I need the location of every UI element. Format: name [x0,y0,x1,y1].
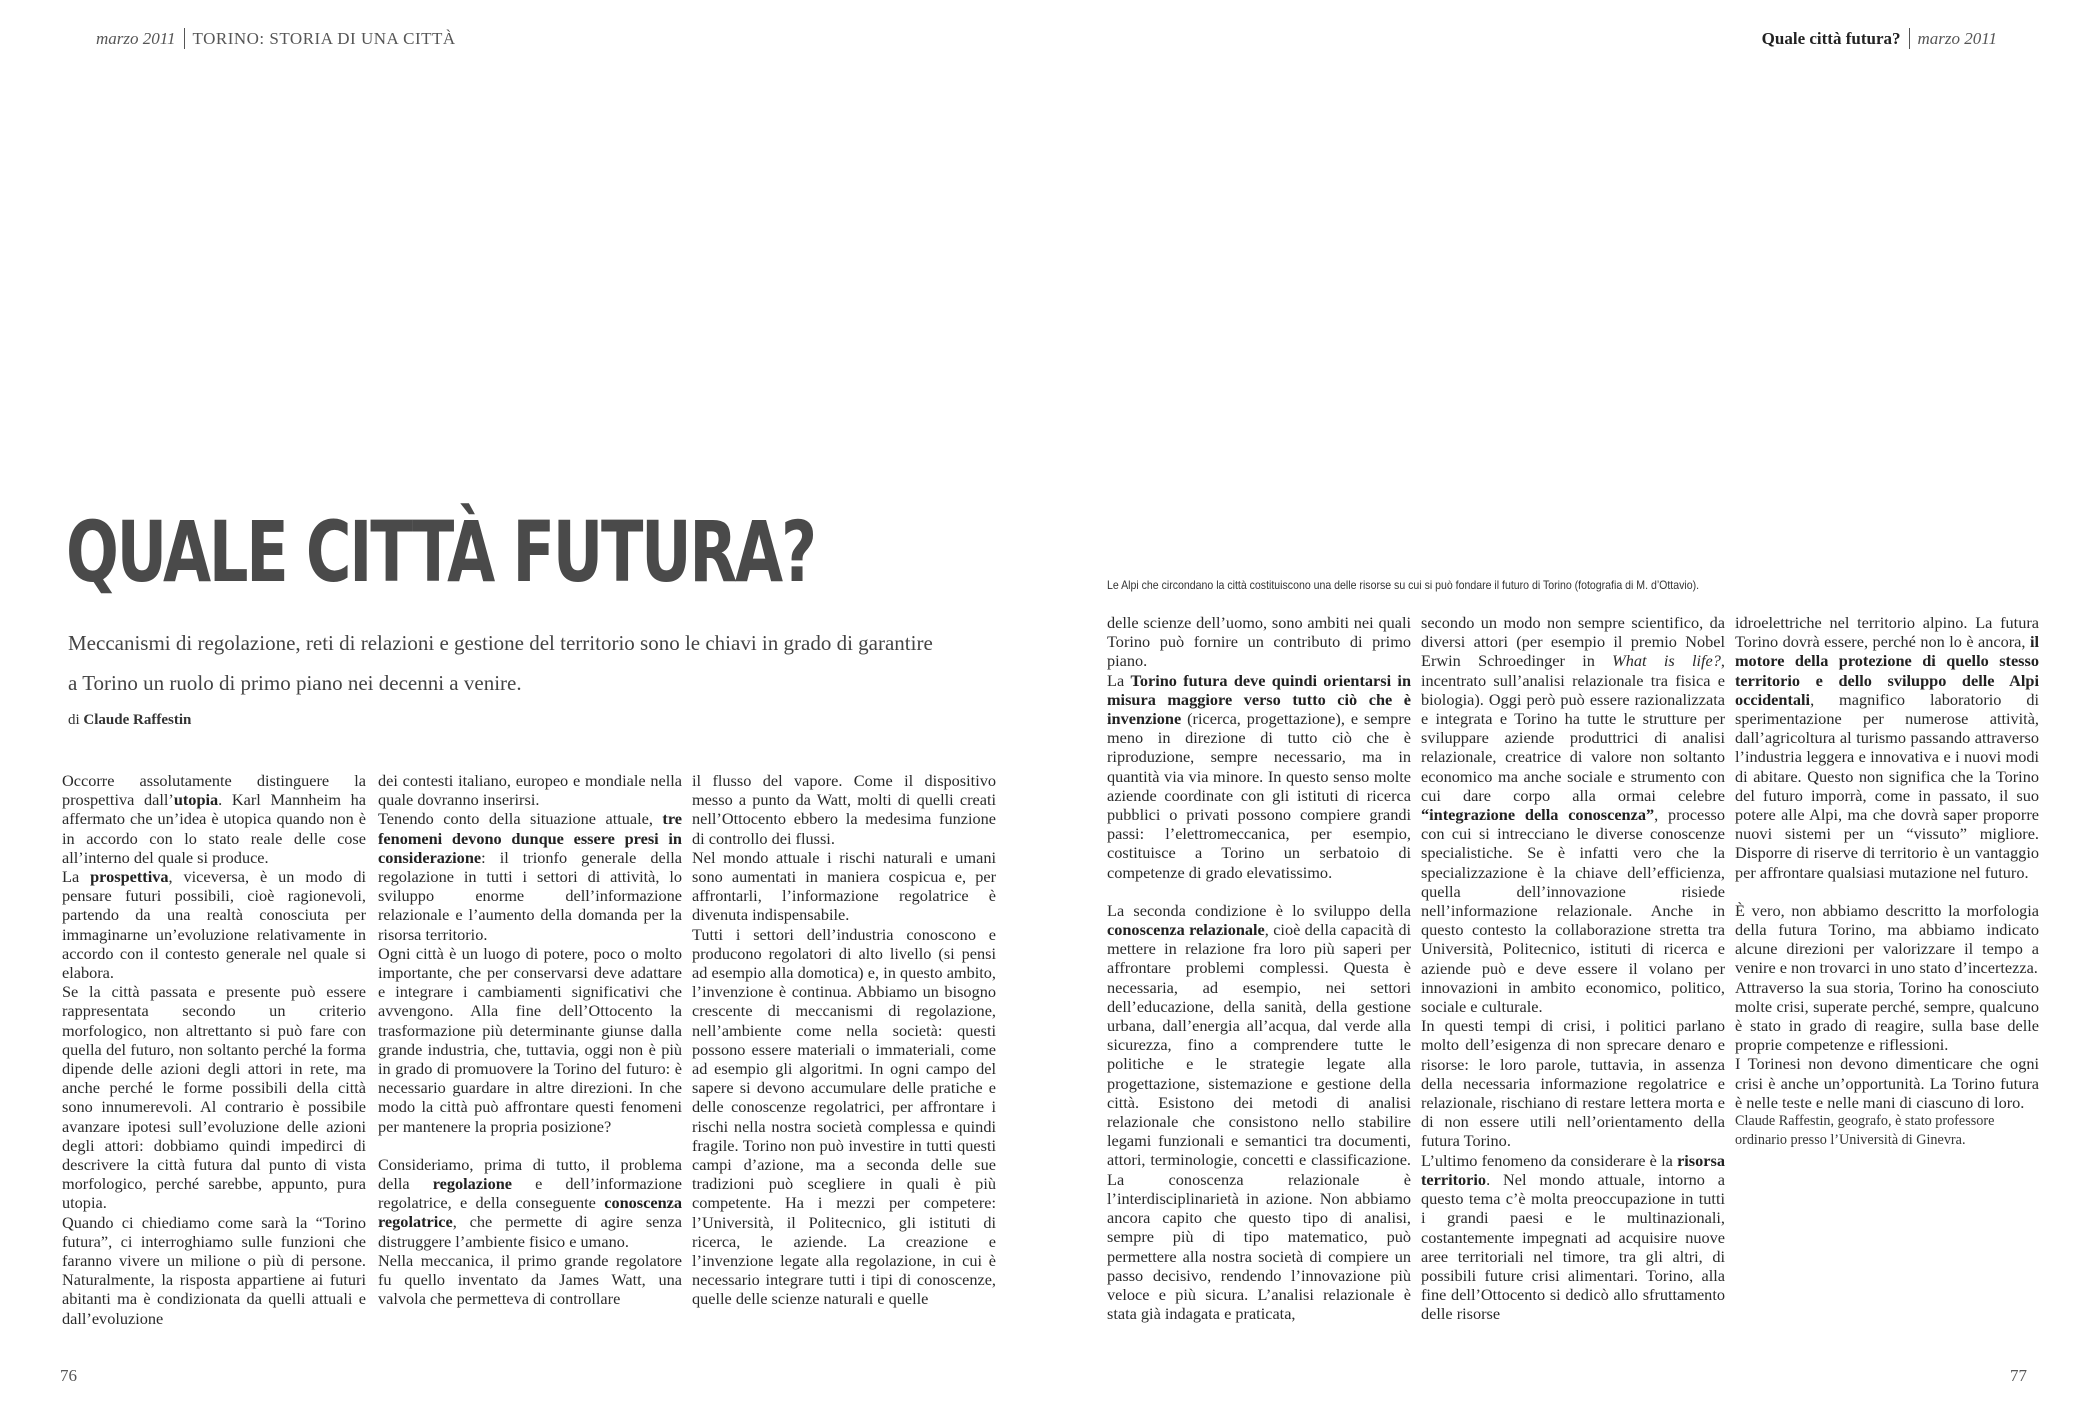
running-head-date: marzo 2011 [96,29,176,48]
running-head-divider [184,28,185,49]
paragraph: secondo un modo non sempre scientifico, da diversi attori (per esempio il premio Nobel Erwin Schroedinger in What is life?, incentrato sull’analisi relazionale tra fisica e biologia). Oggi però può essere razionalizzata e integrata e Torino ha tutte le strutture per sviluppare aziende produttrici di analisi relazionale, creatrice di valore non soltanto economico ma anche sociale e strumento con cui dare corpo alla ormai celebre “integrazione della conoscenza”, processo con cui si intrecciano le diverse conoscenze specialistiche. Se è infatti vero che la specializzazione è la chiave dell’efficienza, quella dell’innovazione risiede nell’informazione relazionale. Anche in questo contesto la collaborazione stretta tra Università, Politecnico, istituti di ricerca e aziende può e deve essere il volano per innovazioni in ambito economico, politico, sociale e culturale. [1421,613,1726,1017]
standfirst-line-2: a Torino un ruolo di primo piano nei decenni a venire. [68,671,522,695]
text-column-3 [692,771,996,1309]
paragraph: Attraverso la sua storia, Torino ha conosciuto molte crisi, superate perché, sempre, qualcuno è stato in grado di reagire, sulla base delle proprie competenze e riflessioni. [1735,977,2039,1055]
text-column-1 [62,771,366,1328]
paragraph: È vero, non abbiamo descritto la morfologia della futura Torino, ma abbiamo indicato alcune direzioni per valorizzare il tempo a venire e non trovarci in uno stato d’incertezza. [1735,900,2039,978]
article-title: QUALE CITTÀ FUTURA? [66,503,815,601]
paragraph: Tutti i settori dell’industria conoscono e producono regolatori di alto livello (si pensi ad esempio alla domotica) e, in questo ambito, l’invenzione è continua. Abbiamo un bisogno crescente di meccanismi di regolazione, nell’ambiente come nella società: questi possono essere materiali o immateriali, come ad esempio gli algoritmi. In ogni campo del sapere si devono accumulare delle pratiche e delle conoscenze regolatrici, per affrontare i rischi nella nostra società complessa e quindi fragile. Torino non può investire in tutti questi campi d’azione, ma a seconda delle sue tradizioni può scegliere in quali è più competente. Ha i mezzi per competere: l’Università, il Politecnico, gli istituti di ricerca, le aziende. La creazione e l’invenzione legate alla regolazione, in cui è necessario integrare tutti i tipi di conoscenze, quelle delle scienze naturali e quelle [692,924,996,1309]
paragraph: dei contesti italiano, europeo e mondiale nella quale dovranno inserirsi. [378,771,682,810]
running-head-article: Quale città futura? [1761,29,1901,48]
text-column-6 [1735,613,2039,1150]
paragraph: La seconda condizione è lo sviluppo della conoscenza relazionale, cioè della capacità di mettere in relazione fra loro più saperi per affrontare problemi complessi. Questa è necessaria, ad esempio, nei settori dell’educazione, della sanità, della gestione urbana, dall’energia all’acqua, dal verde alla sicurezza, fino a comprendere tutte le politiche e le strategie legate alla progettazione, sistemazione e gestione della città. Esistono dei metodi di analisi relazionale che consistono nello stabilire legami funzionali e semantici tra documenti, attori, terminologie, concetti e classificazione. La conoscenza relazionale è l’interdisciplinarietà in azione. Non abbiamo ancora capito che questo tipo di analisi, sempre più di tipo matematico, può permettere alla nostra società di compiere un passo decisivo, rendendo l’innovazione più veloce e più sicura. L’analisi relazionale è stata già indagata e praticata, [1107,900,1411,1324]
paragraph: La Torino futura deve quindi orientarsi in misura maggiore verso tutto ciò che è invenzione (ricerca, progettazione), e sempre meno in direzione di tutto ciò che è riproduzione, sempre necessario, ma in quantità via via minore. In questo senso molte aziende coordinate con gli istituti di ricerca pubblici o privati possono compiere grandi passi: l’elettromeccanica, per esempio, costituisce a Torino un serbatoio di competenze di grado elevatissimo. [1107,670,1411,882]
running-head-section: TORINO: STORIA DI UNA CITTÀ [192,29,456,48]
paragraph: delle scienze dell’uomo, sono ambiti nei quali Torino può fornire un contributo di primo piano. [1107,613,1411,671]
paragraph: In questi tempi di crisi, i politici parlano molto dell’esigenza di non sprecare denaro e risorse: le loro parole, tuttavia, in assenza della necessaria informazione regolatrice e relazionale, rischiano di restare lettera morta e di non essere utili nell’orientamento della futura Torino. [1421,1016,1725,1151]
paragraph: il flusso del vapore. Come il dispositivo messo a punto da Watt, molti di quelli creati nell’Ottocento ebbero la medesima funzione di controllo dei flussi. [692,771,996,848]
paragraph: Consideriamo, prima di tutto, il problema della regolazione e dell’informazione regolatrice, e della conseguente conoscenza regolatrice, che permette di agire senza distruggere l’ambiente fisico e umano. [378,1154,682,1251]
text-column-2 [378,771,682,1308]
photo-caption: Le Alpi che circondano la città costituiscono una delle risorse su cui si può fondare il futuro di Torino (fotografia di M. d’Ottavio). [1107,578,1700,592]
text-column-4 [1107,613,1411,1323]
paragraph: Nella meccanica, il primo grande regolatore fu quello inventato da James Watt, una valvola che permetteva di controllare [378,1250,682,1309]
paragraph: idroelettriche nel territorio alpino. La futura Torino dovrà essere, perché non lo è ancora, il motore della protezione di quello stesso territorio e dello sviluppo delle Alpi occidentali, magnifico laboratorio di sperimentazione per numerose attività, dall’agricoltura al turismo passando attraverso l’industria leggera e innovativa e i nuovi modi di abitare. Questo non significa che la Torino del futuro imporrà, come in passato, il suo potere alle Alpi, ma che dovrà saper proporre nuovi sistemi per un “vissuto” migliore. Disporre di riserve di territorio è un vantaggio per affrontare qualsiasi mutazione nel futuro. [1735,613,2039,882]
byline-prefix: di [68,712,80,728]
paragraph: I Torinesi non devono dimenticare che ogni crisi è anche un’opportunità. La Torino futura è nelle teste e nelle mani di ciascuno di loro. [1735,1054,2039,1112]
running-head-right [1762,28,1997,50]
article-standfirst [68,623,978,703]
paragraph: L’ultimo fenomeno da considerare è la risorsa territorio. Nel mondo attuale, intorno a questo tema c’è molta preoccupazione in tutti i grandi paesi e le multinazionali, costantemente impegnati ad acquisire nuove aree territoriali nel timore, tra gli altri, di possibili future crisi alimentari. Torino, alla fine dell’Ottocento si dedicò allo sfruttamento delle risorse [1421,1150,1725,1324]
author-note: Claude Raffestin, geografo, è stato professore ordinario presso l’Università di Ginevra. [1735,1113,1995,1149]
byline-author: Claude Raffestin [83,712,192,728]
byline [68,712,191,729]
paragraph: Nel mondo attuale i rischi naturali e umani sono aumentati in maniera cospicua e, per affrontarli, l’informazione regolatrice è divenuta indispensabile. [692,847,996,925]
standfirst-line-1: Meccanismi di regolazione, reti di relazioni e gestione del territorio sono le chiavi in grado di garantire [68,631,933,655]
running-head-divider [1909,28,1910,49]
running-head-left [96,28,456,50]
paragraph: Occorre assolutamente distinguere la prospettiva dall’utopia. Karl Mannheim ha affermato che un’idea è utopica quando non è in accordo con lo stato reale delle cose all’interno del quale si produce. [62,771,366,867]
page-number-right: 77 [2010,1366,2027,1385]
running-head-date: marzo 2011 [1917,29,1997,48]
paragraph: Tenendo conto della situazione attuale, tre fenomeni devono dunque essere presi in considerazione: il trionfo generale della regolazione in tutti i settori di attività, lo sviluppo enorme dell’informazione relazionale e l’aumento della domanda per la risorsa territorio. [378,809,682,944]
paragraph: Quando ci chiediamo come sarà la “Torino futura”, ci interroghiamo sulle funzioni che faranno vivere un milione o più di persone. Naturalmente, la risposta appartiene ai futuri abitanti ma è condizionata da quelli attuali e dall’evoluzione [62,1212,366,1328]
page-number-left: 76 [60,1366,77,1385]
paragraph: Se la città passata e presente può essere rappresentata secondo un criterio morfologico, non altrettanto si può fare con quella del futuro, non soltanto perché la forma dipende delle azioni degli attori in rete, ma anche perché le forme possibili della città sono innumerevoli. Al contrario è possibile avanzare ipotesi sull’evoluzione delle azioni degli attori: dobbiamo quindi impedirci di descrivere la città futura dal punto di vista morfologico, perché sarebbe, appunto, pura utopia. [62,982,366,1213]
text-column-5 [1421,613,1725,1324]
paragraph: Ogni città è un luogo di potere, poco o molto importante, che per conservarsi deve adattare e integrare i cambiamenti significativi che avvengono. Alla fine dell’Ottocento la trasformazione più determinante giunse dalla grande industria, che, tuttavia, oggi non è più in grado di promuovere la Torino del futuro: è necessario guardare in altre direzioni. In che modo la città può affrontare questi fenomeni per mantenere la propria posizione? [378,943,682,1136]
paragraph: La prospettiva, viceversa, è un modo di pensare futuri possibili, cioè ragionevoli, partendo da una realtà conosciuta per immaginarne un’evoluzione relativamente in accordo con il contesto generale nel quale si elabora. [62,867,367,983]
